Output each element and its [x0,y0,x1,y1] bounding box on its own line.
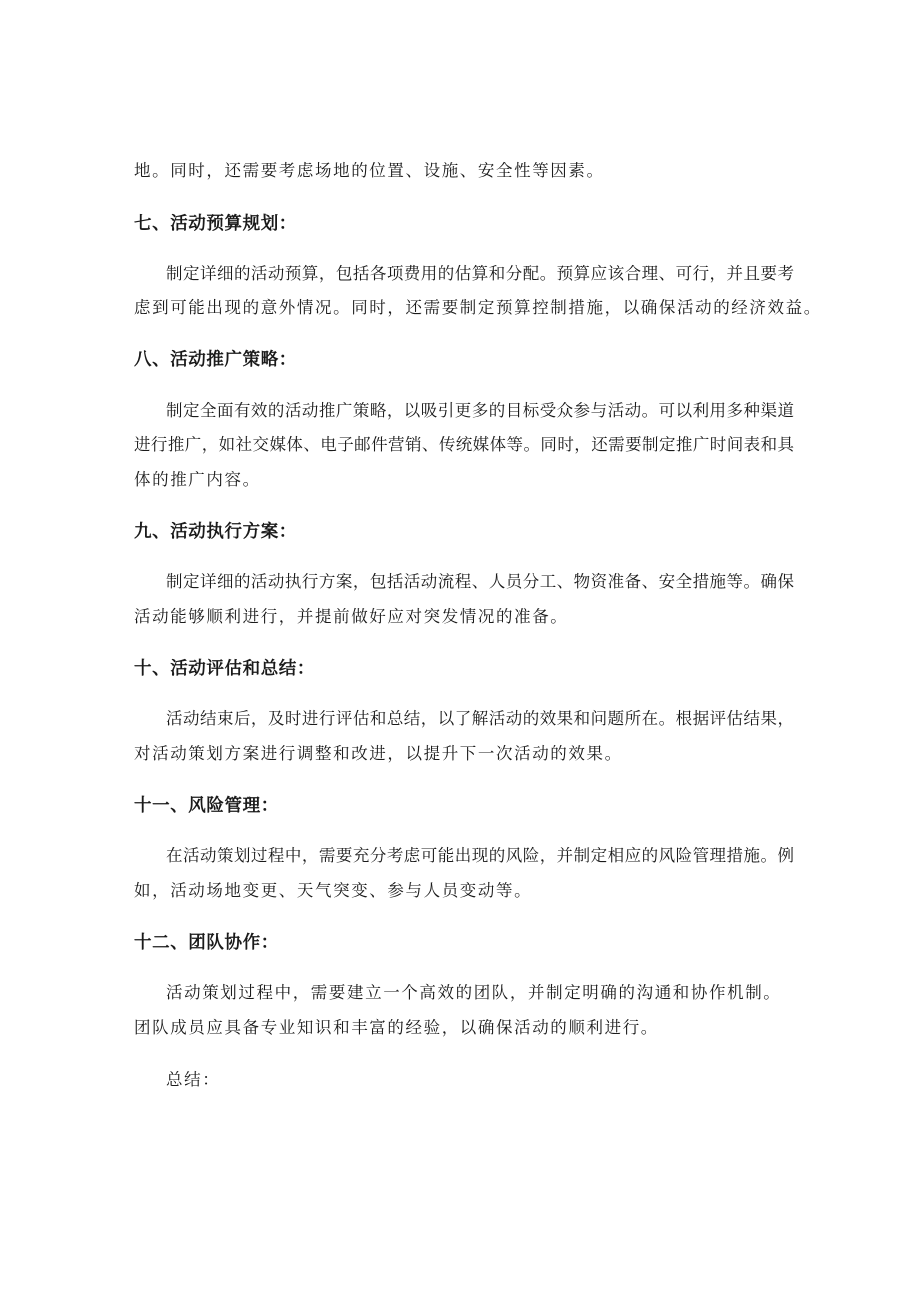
paragraph-line: 在活动策划过程中，需要充分考虑可能出现的风险，并制定相应的风险管理措施。例 [166,846,794,865]
paragraph-line: 活动策划过程中，需要建立一个高效的团队，并制定明确的沟通和协作机制。 [166,983,782,1002]
paragraph-line: 体的推广内容。 [134,470,261,489]
paragraph-line: 虑到可能出现的意外情况。同时，还需要制定预算控制措施，以确保活动的经济效益。 [134,298,822,317]
paragraph-line: 地。同时，还需要考虑场地的位置、设施、安全性等因素。 [134,161,605,180]
section-heading-evaluation: 十、活动评估和总结： [134,659,315,679]
section-heading-team: 十二、团队协作： [134,933,279,953]
paragraph-line: 团队成员应具备专业知识和丰富的经验，以确保活动的顺利进行。 [134,1018,659,1037]
paragraph-line: 活动能够顺利进行，并提前做好应对突发情况的准备。 [134,607,569,626]
section-heading-risk: 十一、风险管理： [134,796,279,816]
summary-label: 总结： [166,1070,221,1089]
paragraph-line: 制定详细的活动预算，包括各项费用的估算和分配。预算应该合理、可行，并且要考 [166,264,794,283]
paragraph-line: 进行推广，如社交媒体、电子邮件营销、传统媒体等。同时，还需要制定推广时间表和具 [134,435,794,454]
section-heading-execution: 九、活动执行方案： [134,522,297,542]
paragraph-line: 对活动策划方案进行调整和改进，以提升下一次活动的效果。 [134,744,623,763]
paragraph-line: 如，活动场地变更、天气突变、参与人员变动等。 [134,881,533,900]
section-heading-budget: 七、活动预算规划： [134,214,297,234]
paragraph-line: 制定全面有效的活动推广策略，以吸引更多的目标受众参与活动。可以利用多种渠道 [166,401,794,420]
paragraph-line: 制定详细的活动执行方案，包括活动流程、人员分工、物资准备、安全措施等。确保 [166,572,794,591]
section-heading-promotion: 八、活动推广策略： [134,350,297,370]
paragraph-line: 活动结束后，及时进行评估和总结，以了解活动的效果和问题所在。根据评估结果， [166,709,794,728]
